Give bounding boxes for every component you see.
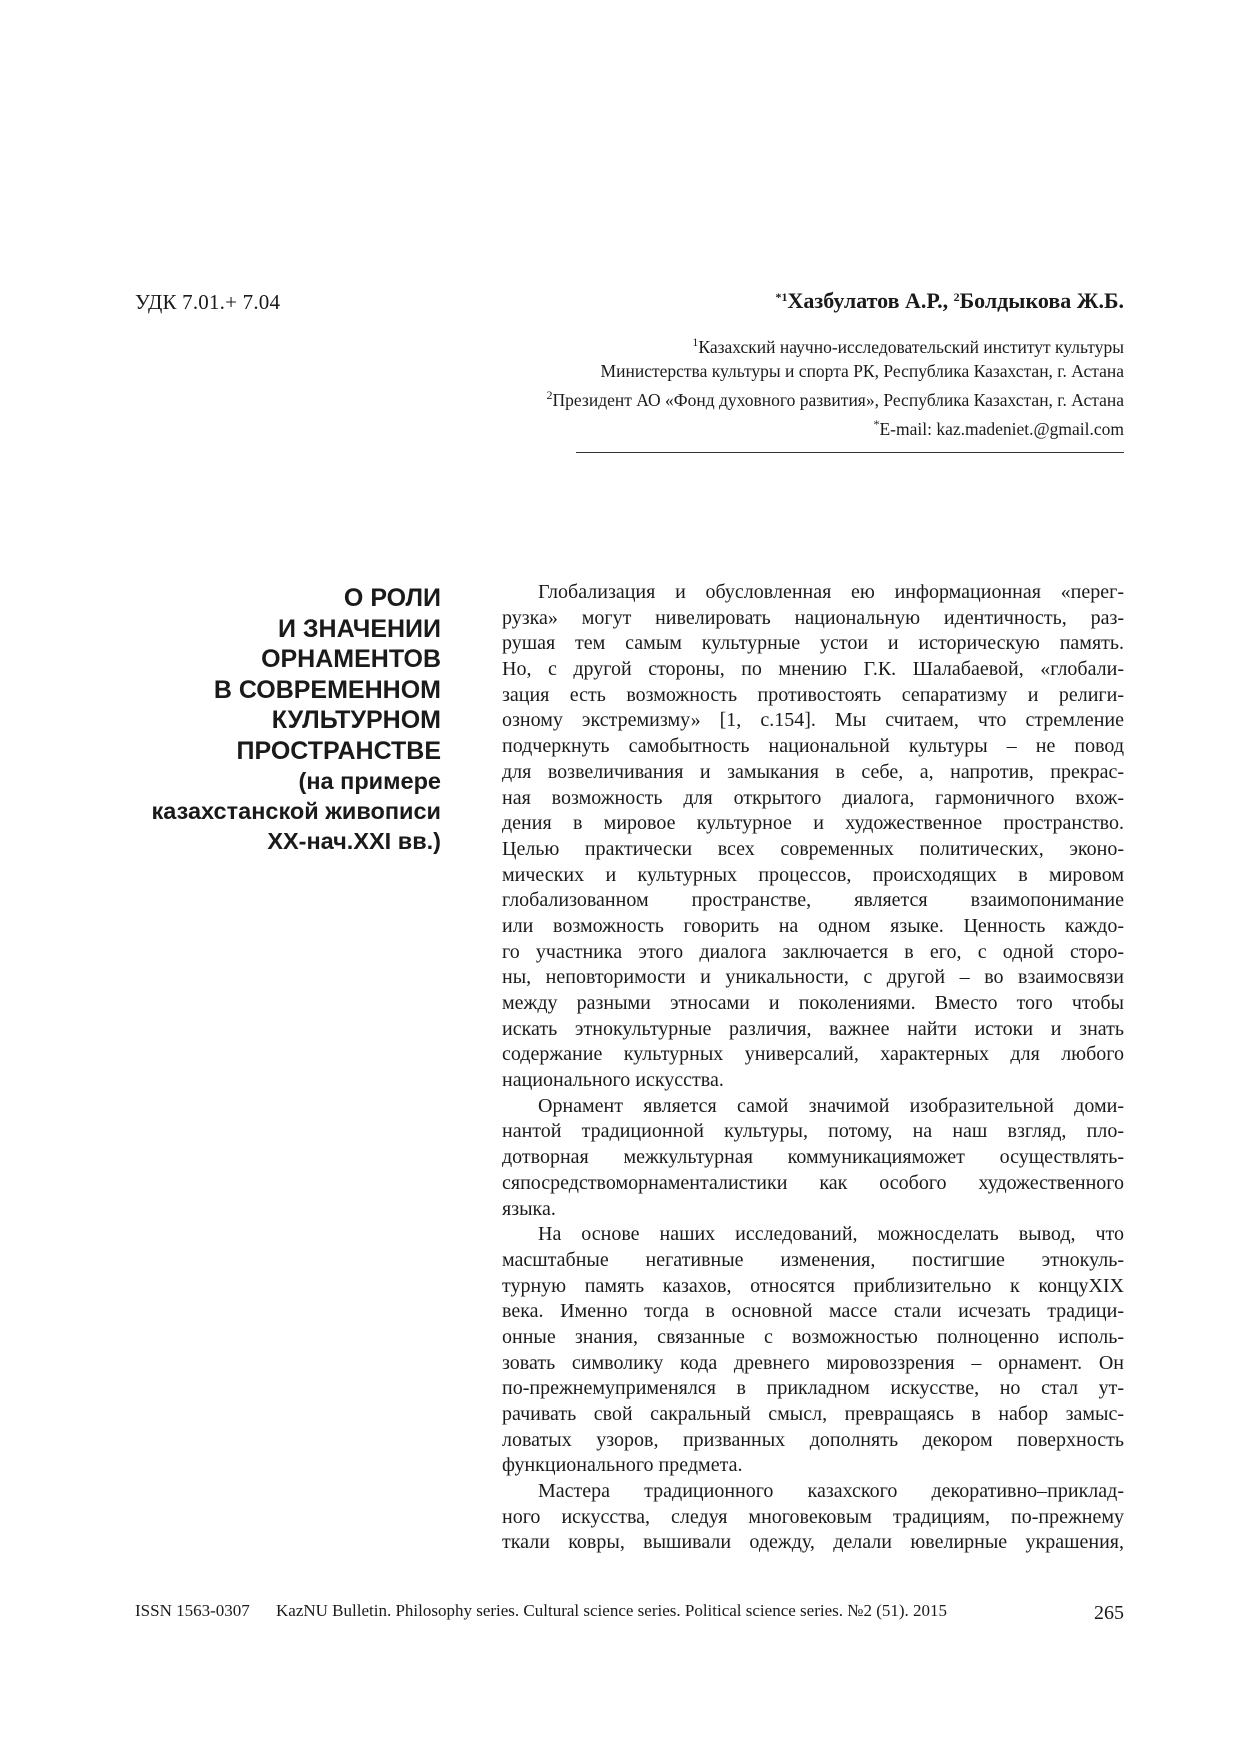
- body-line: подчеркнуть самобытность национальной культуры – не повод: [502, 735, 1124, 758]
- subtitle-line: казахстанской живописи: [151, 798, 441, 824]
- body-line: сяпосредствоморнаменталистики как особого художественного: [502, 1171, 1124, 1194]
- author-2-sup: 2: [953, 290, 960, 304]
- page-number: 265: [1094, 1602, 1124, 1624]
- body-line: искать этнокультурные различия, важнее найти истоки и знать: [502, 1017, 1124, 1040]
- body-line: между разными этносами и поколениями. Вместо того чтобы: [502, 992, 1124, 1014]
- udk-code: УДК 7.01.+ 7.04: [135, 290, 281, 314]
- body-line: национального искусства.: [502, 1069, 724, 1092]
- affiliation-sup: 2: [546, 388, 553, 402]
- author-1-sup: *1: [775, 290, 788, 304]
- body-line: рушая тем самым культурные устои и историческую память.: [502, 632, 1124, 655]
- subtitle-line: XX-нач.XXI вв.): [267, 828, 441, 854]
- body-line: глобализованном пространстве, является взаимопонимание: [502, 889, 1124, 912]
- affiliation-sup: 1: [692, 335, 699, 349]
- body-line: ного искусства, следуя многовековым традициям, по-прежнему: [502, 1505, 1124, 1528]
- title-line: И ЗНАЧЕНИИ: [277, 614, 441, 643]
- author-1-name: Хазбулатов А.Р.,: [787, 288, 949, 313]
- footer-journal: KazNU Bulletin. Philosophy series. Cultural science series. Political science series. №2 (51). 2015: [276, 1601, 948, 1620]
- article-title: [101, 583, 441, 856]
- body-line: зовать символику кода древнего мировоззрения – орнамент. Он: [502, 1351, 1124, 1374]
- title-line: КУЛЬТУРНОМ: [271, 706, 441, 734]
- body-line: ловатых узоров, призванных дополнять декором поверхность: [502, 1428, 1124, 1451]
- subtitle-line: (на примере: [298, 768, 441, 794]
- authors: [776, 288, 1124, 314]
- body-line: или возможность говорить на одном языке. Ценность каждо-: [502, 914, 1124, 937]
- title-line: В СОВРЕМЕННОМ: [213, 675, 441, 704]
- affiliations: [547, 330, 1124, 441]
- body-line: рузка» могут нивелировать национальную идентичность, раз-: [502, 606, 1124, 629]
- body-line: рачивать свой сакральный смысл, превращаясь в набор замыс-: [502, 1403, 1124, 1425]
- body-line: Глобализация и обусловленная ею информационная «перег-: [538, 581, 1124, 603]
- footer-issn: ISSN 1563-0307: [135, 1601, 250, 1620]
- author-2-name: Болдыкова Ж.Б.: [959, 288, 1124, 313]
- affiliation-line: [547, 330, 1124, 359]
- article-body: [502, 580, 1124, 1556]
- body-line: Орнамент является самой значимой изобразительной доми-: [538, 1094, 1124, 1117]
- title-line: О РОЛИ: [343, 584, 441, 612]
- body-line: содержание культурных универсалий, характерных для любого: [502, 1043, 1124, 1066]
- body-line: масштабные негативные изменения, постигшие этнокуль-: [502, 1248, 1124, 1271]
- body-line: го участника этого диалога заключается в его, с одной сторо-: [502, 940, 1124, 963]
- body-line: мических и культурных процессов, происходящих в мировом: [502, 863, 1124, 886]
- body-line: дения в мировое культурное и художественное пространство.: [502, 812, 1124, 835]
- body-line: ная возможность для открытого диалога, гармоничного вхож-: [502, 786, 1124, 809]
- body-line: турную память казахов, относятся приблизительно к концуXIX: [502, 1274, 1124, 1297]
- email-text: E-mail: kaz.madeniet.@gmail.com: [879, 419, 1124, 439]
- body-line: функционального предмета.: [502, 1454, 743, 1477]
- title-line: ОРНАМЕНТОВ: [261, 645, 441, 673]
- body-line: языка.: [502, 1197, 556, 1220]
- title-line: ПРОСТРАНСТВЕ: [236, 736, 441, 765]
- body-line: нантой традиционной культуры, потому, на наш взгляд, пло-: [502, 1120, 1124, 1143]
- body-line: дотворная межкультурная коммуникацияможет осуществлять-: [502, 1146, 1124, 1169]
- affiliation-line: [547, 359, 1124, 383]
- body-line: ткали ковры, вышивали одежду, делали ювелирные украшения,: [502, 1531, 1124, 1554]
- body-line: ны, неповторимости и уникальности, с другой – во взаимосвязи: [502, 966, 1124, 989]
- affiliation-text: Министерства культуры и спорта РК, Республика Казахстан, г. Астана: [600, 361, 1124, 381]
- body-line: онные знания, связанные с возможностью полноценно исполь-: [502, 1325, 1124, 1348]
- affiliation-email: [547, 412, 1124, 441]
- affiliation-text: Президент АО «Фонд духовного развития», Республика Казахстан, г. Астана: [552, 390, 1124, 410]
- header-divider: [576, 452, 1124, 453]
- title-main: [101, 583, 441, 766]
- affiliation-text: Казахский научно-исследовательский институт культуры: [698, 337, 1124, 357]
- body-line: Целью практически всех современных политических, эконо-: [502, 837, 1124, 860]
- affiliation-line: [547, 383, 1124, 412]
- body-line: для возвеличивания и замыкания в себе, а, напротив, прекрас-: [502, 760, 1124, 783]
- title-subtitle: [101, 766, 441, 856]
- body-line: На основе наших исследований, можносделать вывод, что: [538, 1223, 1124, 1246]
- body-line: века. Именно тогда в основной массе стали исчезать традици-: [502, 1300, 1124, 1323]
- body-line: Мастера традиционного казахского декоративно–приклад-: [538, 1480, 1124, 1503]
- body-line: озному экстремизму» [1, с.154]. Мы считаем, что стремление: [502, 709, 1124, 732]
- body-line: Но, с другой стороны, по мнению Г.К. Шалабаевой, «глобали-: [502, 658, 1124, 681]
- body-line: по-прежнемуприменялся в прикладном искусстве, но стал ут-: [502, 1377, 1124, 1400]
- affiliation-sup: *: [873, 417, 880, 431]
- body-line: зация есть возможность противостоять сепаратизму и религи-: [502, 683, 1124, 706]
